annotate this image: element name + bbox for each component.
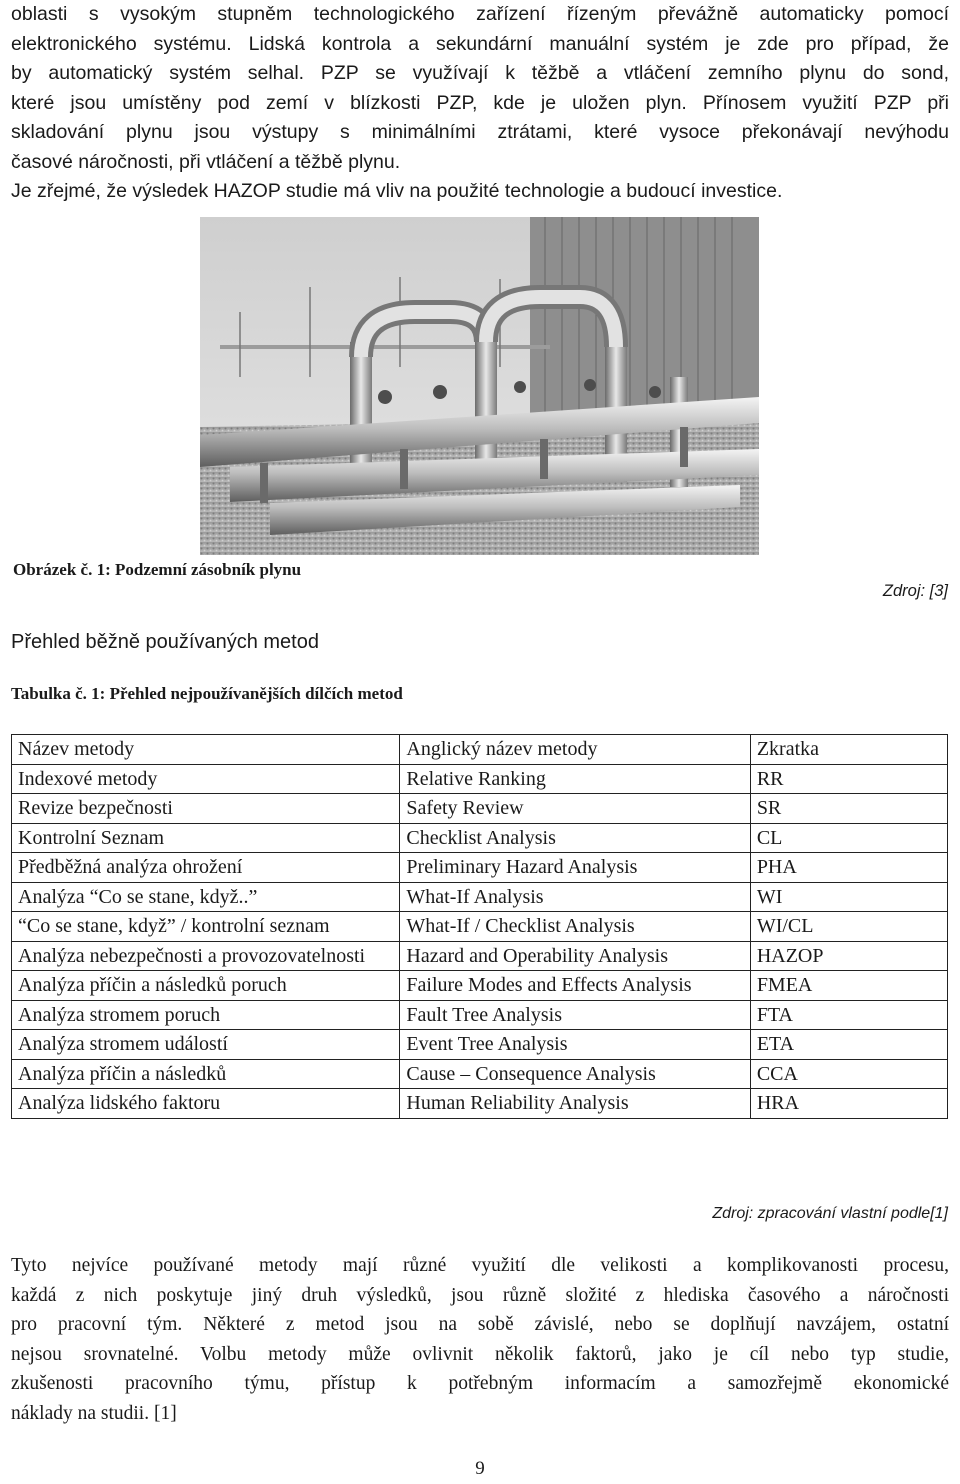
english-name-cell: Hazard and Operability Analysis [400,941,750,971]
english-name-cell: Relative Ranking [400,764,750,794]
method-name-cell: Analýza příčin a následků poruch [12,971,400,1001]
table-row [12,1089,948,1119]
intro-line: skladování plynu jsou výstupy s minimálními ztrátami, které vysoce překonávají nevýhodu [11,121,949,143]
table-source: Zdroj: zpracování vlastní podle[1] [712,1205,948,1222]
table-row [12,1059,948,1089]
method-name-cell: Kontrolní Seznam [12,823,400,853]
intro-line: oblasti s vysokým stupněm technologického zařízení řízeným převážně automaticky pomocí [11,3,949,25]
method-name-cell: Předběžná analýza ohrožení [12,853,400,883]
abbreviation-cell: FMEA [750,971,947,1001]
figure-caption: Obrázek č. 1: Podzemní zásobník plynu [13,560,302,579]
closing-paragraph [11,1251,949,1428]
table-header-row [12,735,948,765]
english-name-cell: Checklist Analysis [400,823,750,853]
intro-paragraph [11,0,949,207]
methods-table [11,734,948,1119]
english-name-cell: What-If / Checklist Analysis [400,912,750,942]
english-name-cell: Human Reliability Analysis [400,1089,750,1119]
abbreviation-cell: ETA [750,1030,947,1060]
abbreviation-cell: WI/CL [750,912,947,942]
english-name-cell: What-If Analysis [400,882,750,912]
english-name-cell: Preliminary Hazard Analysis [400,853,750,883]
closing-line: náklady na studii. [1] [11,1402,177,1424]
intro-line: časové náročnosti, při vtláčení a těžbě plynu. [11,150,401,173]
abbreviation-cell: RR [750,764,947,794]
closing-line: nejsou srovnatelné. Volbu metody může ovlivnit několik faktorů, jako je cíl nebo typ studie, [11,1343,949,1365]
method-name-cell: Analýza stromem událostí [12,1030,400,1060]
method-name-cell: Analýza lidského faktoru [12,1089,400,1119]
abbreviation-cell: HRA [750,1089,947,1119]
english-name-cell: Fault Tree Analysis [400,1000,750,1030]
method-name-cell: Indexové metody [12,764,400,794]
gas-storage-photo [200,217,759,555]
table-row [12,912,948,942]
table-row [12,1030,948,1060]
english-name-cell: Failure Modes and Effects Analysis [400,971,750,1001]
intro-line: Je zřejmé, že výsledek HAZOP studie má vliv na použité technologie a budoucí investice. [11,180,783,202]
intro-line: by automatický systém selhal. PZP se využívají k těžbě a vtláčení zemního plynu do sond, [11,62,949,84]
table-row [12,941,948,971]
english-name-cell: Event Tree Analysis [400,1030,750,1060]
header-cell: Název metody [12,735,400,765]
abbreviation-cell: WI [750,882,947,912]
english-name-cell: Safety Review [400,794,750,824]
method-name-cell: Analýza nebezpečnosti a provozovatelnosti [12,941,400,971]
method-name-cell: Analýza stromem poruch [12,1000,400,1030]
method-name-cell: “Co se stane, když” / kontrolní seznam [12,912,400,942]
method-name-cell: Analýza “Co se stane, když..” [12,882,400,912]
closing-line: Tyto nejvíce používané metody mají různé využití dle velikosti a komplikovanosti procesu, [11,1255,949,1276]
english-name-cell: Cause – Consequence Analysis [400,1059,750,1089]
closing-line: každá z nich poskytuje jiný druh výsledků, jsou různě složité z hlediska časového a náročnosti [11,1284,949,1306]
header-cell: Zkratka [750,735,947,765]
intro-line: elektronického systému. Lidská kontrola a sekundární manuální systém je zde pro případ, že [11,32,949,55]
abbreviation-cell: HAZOP [750,941,947,971]
figure-source: Zdroj: [3] [882,582,948,600]
table-row [12,853,948,883]
closing-line: pro pracovní tým. Některé z metod jsou na sobě závislé, nebo se doplňují navzájem, ostatní [11,1314,949,1335]
method-name-cell: Analýza příčin a následků [12,1059,400,1089]
table-row [12,882,948,912]
abbreviation-cell: PHA [750,853,947,883]
table-row [12,1000,948,1030]
abbreviation-cell: CL [750,823,947,853]
section-heading: Přehled běžně používaných metod [11,631,319,653]
header-cell: Anglický název metody [400,735,750,765]
table-row [12,971,948,1001]
page-number: 9 [475,1458,485,1479]
abbreviation-cell: CCA [750,1059,947,1089]
table-row [12,823,948,853]
abbreviation-cell: SR [750,794,947,824]
method-name-cell: Revize bezpečnosti [12,794,400,824]
abbreviation-cell: FTA [750,1000,947,1030]
table-row [12,764,948,794]
intro-line: které jsou umístěny pod zemí v blízkosti PZP, kde je uložen plyn. Přínosem využití PZP při [11,91,949,114]
table-row [12,794,948,824]
table-caption: Tabulka č. 1: Přehled nejpoužívanějších dílčích metod [11,684,403,703]
closing-line: zkušenosti pracovního týmu, přístup k potřebným informacím a samozřejmě ekonomické [11,1373,949,1394]
